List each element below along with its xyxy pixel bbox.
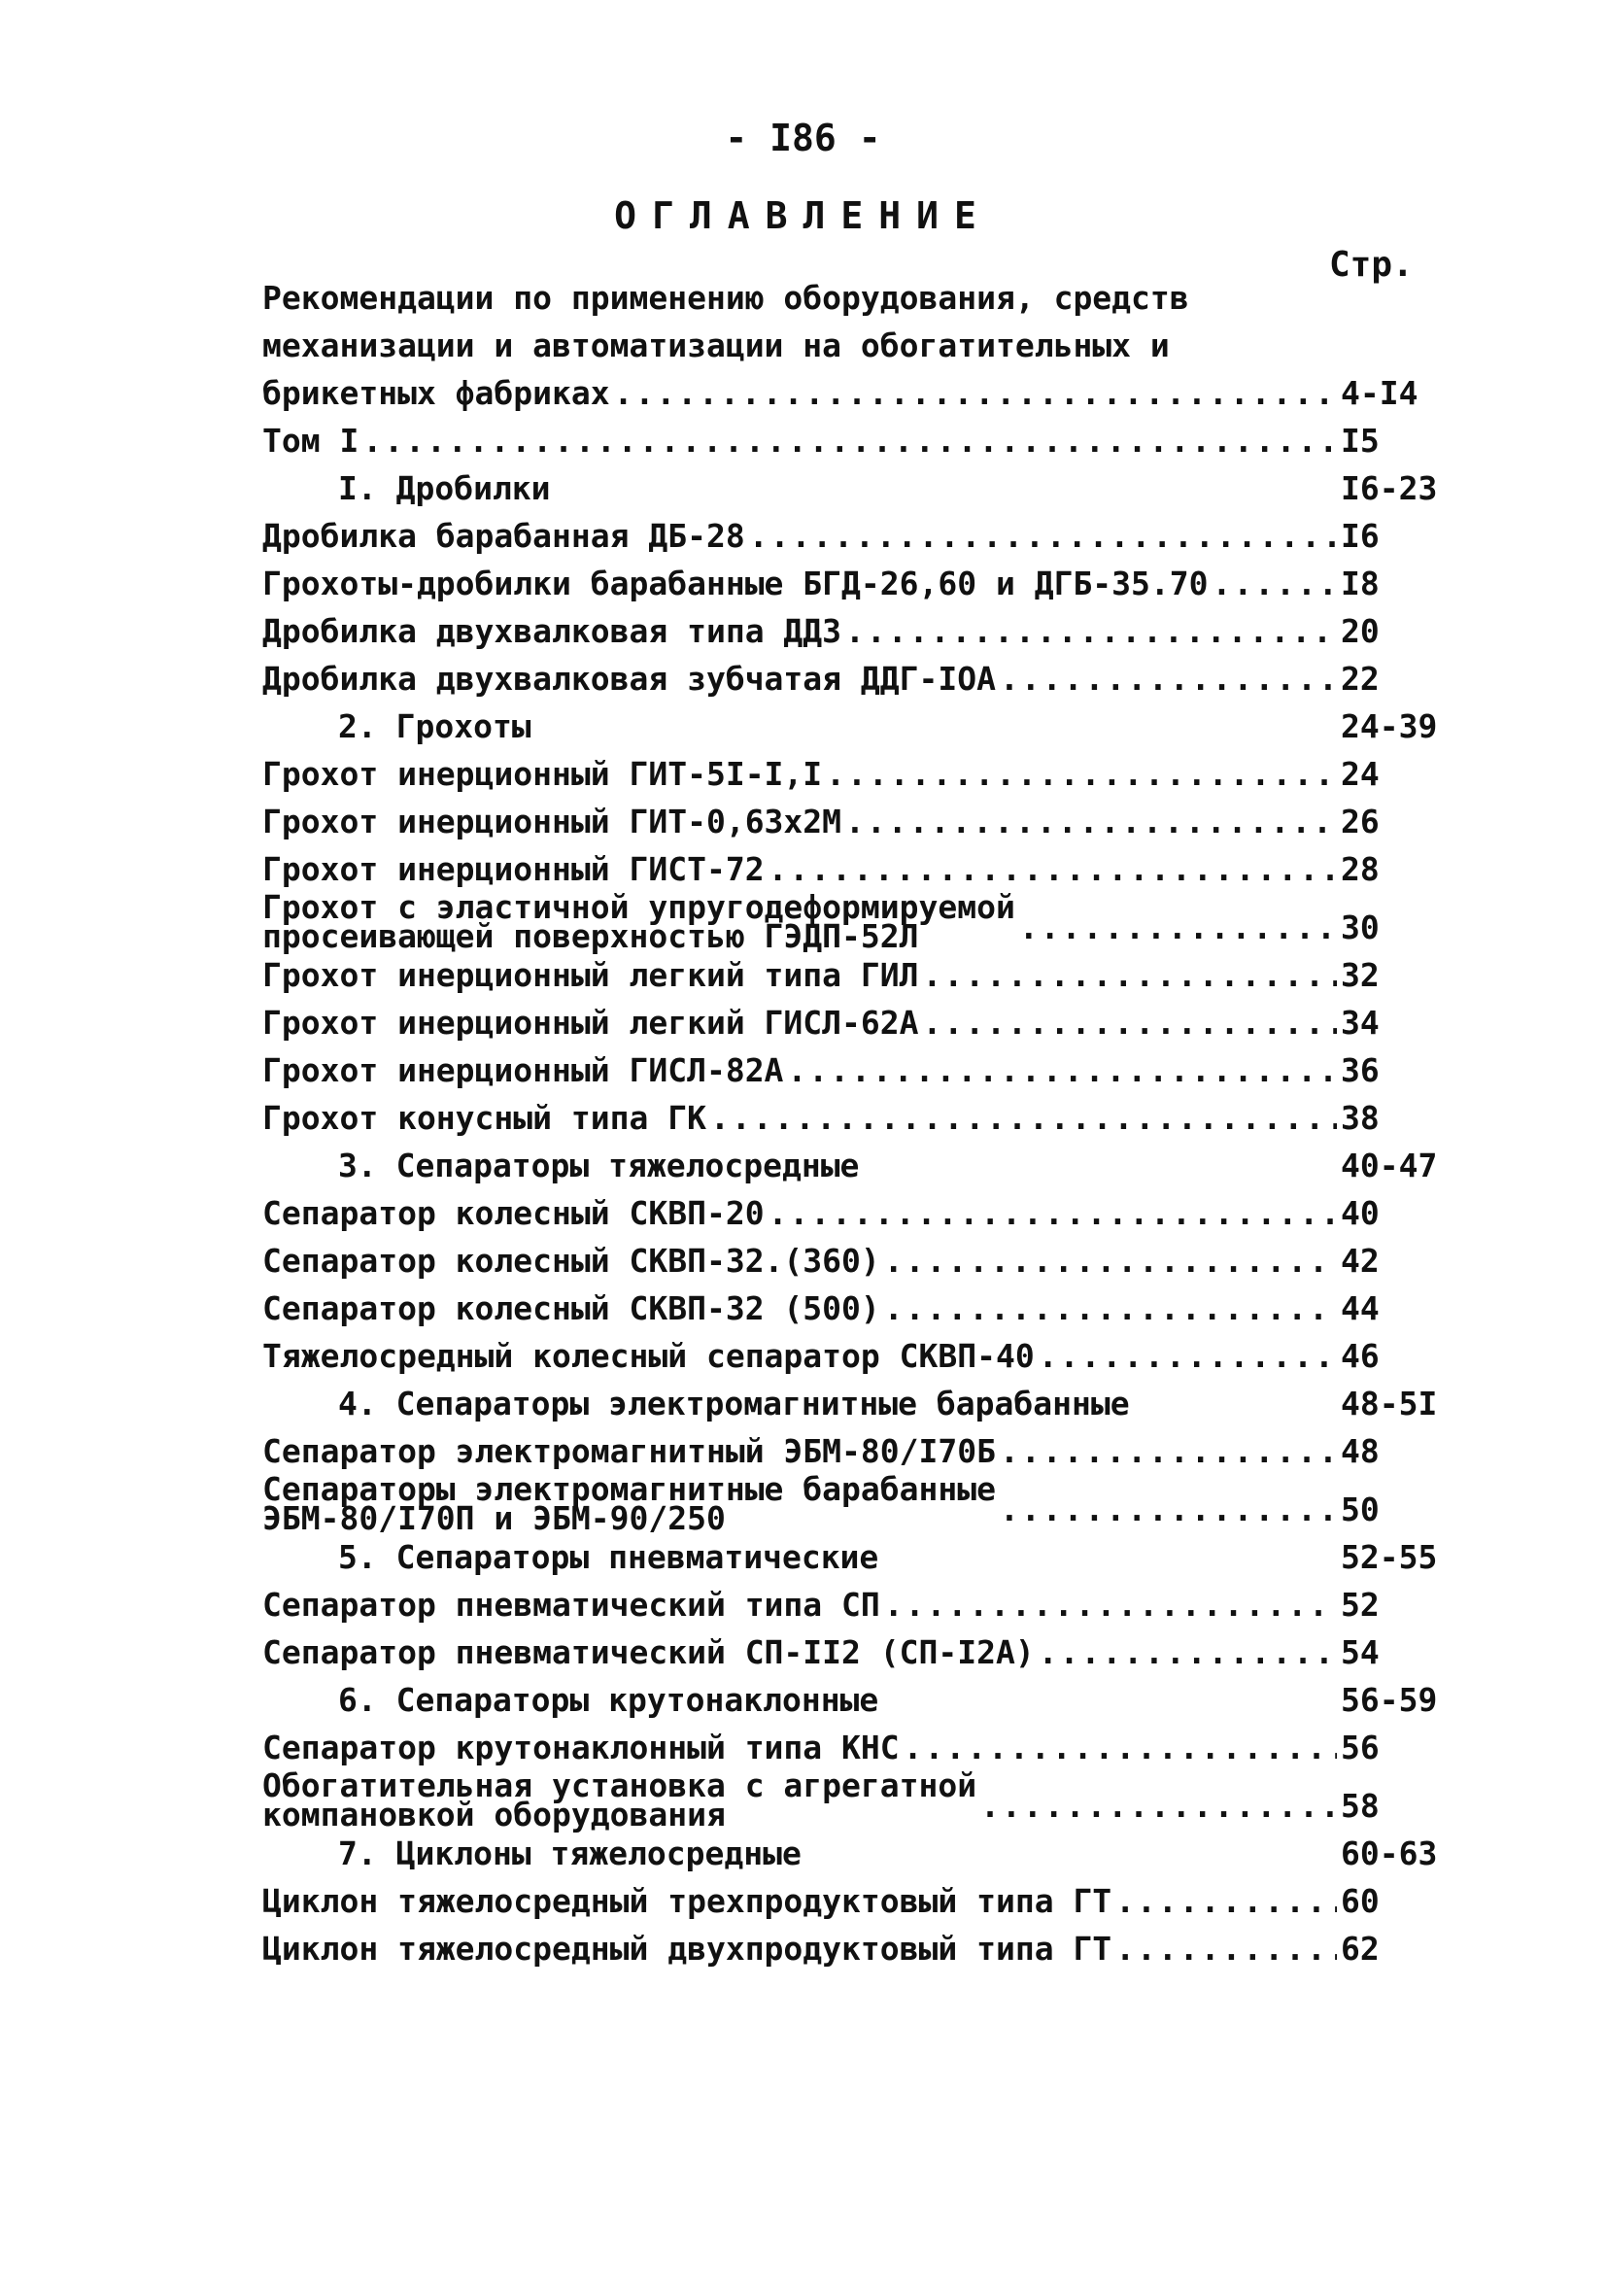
toc-entry-page: 34 bbox=[1341, 1004, 1380, 1042]
toc-entry-text: Грохот инерционный легкий ГИСЛ-62А bbox=[262, 1004, 919, 1042]
leader-dots bbox=[826, 750, 1337, 798]
table-of-contents bbox=[262, 274, 1448, 1972]
toc-entry-text: Сепаратор пневматический СП-II2 (СП-I2А) bbox=[262, 1633, 1035, 1671]
toc-entry bbox=[262, 951, 1448, 999]
toc-entry-page: 30 bbox=[1341, 908, 1380, 946]
toc-entry-text-line: Обогатительная установка с агрегатной bbox=[262, 1766, 977, 1804]
intro-line: механизации и автоматизации на обогатительных и bbox=[262, 326, 1170, 364]
toc-entry-page: 22 bbox=[1341, 660, 1380, 698]
toc-entry-page: 52 bbox=[1341, 1586, 1380, 1624]
toc-entry bbox=[262, 798, 1448, 845]
leader-dots bbox=[845, 607, 1337, 655]
leader-dots bbox=[1115, 1877, 1337, 1925]
toc-entry bbox=[262, 1925, 1448, 1972]
toc-entry-text: Дробилка барабанная ДБ-28 bbox=[262, 517, 745, 555]
toc-entry bbox=[262, 1427, 1448, 1475]
leader-dots bbox=[904, 1724, 1337, 1771]
toc-entry-page: 4-I4 bbox=[1341, 374, 1418, 412]
leader-dots bbox=[1000, 655, 1337, 703]
leader-dots bbox=[1115, 1925, 1337, 1972]
toc-entry bbox=[262, 512, 1448, 560]
section-heading bbox=[262, 1533, 1448, 1581]
section-heading-text: 2. Грохоты bbox=[338, 707, 531, 745]
toc-entry bbox=[262, 999, 1448, 1046]
section-heading bbox=[262, 1830, 1448, 1877]
toc-entry bbox=[262, 1628, 1448, 1676]
toc-entry-text: брикетных фабриках bbox=[262, 374, 610, 412]
toc-entry bbox=[262, 607, 1448, 655]
toc-entry bbox=[262, 1724, 1448, 1771]
section-heading-text: 6. Сепараторы крутонаклонные bbox=[338, 1681, 879, 1719]
toc-entry-page: 42 bbox=[1341, 1242, 1380, 1280]
leader-dots bbox=[884, 1285, 1337, 1332]
toc-entry-text: Грохот конусный типа ГК bbox=[262, 1099, 706, 1137]
toc-entry-page: 36 bbox=[1341, 1051, 1380, 1089]
section-page-range: 40-47 bbox=[1341, 1147, 1438, 1184]
section-heading-text: 5. Сепараторы пневматические bbox=[338, 1538, 879, 1576]
toc-entry-text-line: просеивающей поверхностью ГЭДП-52Л bbox=[262, 917, 919, 955]
toc-entry bbox=[262, 1046, 1448, 1094]
toc-entry-page: I8 bbox=[1341, 565, 1380, 602]
toc-entry-page: 48 bbox=[1341, 1432, 1380, 1470]
toc-entry-text: Сепаратор электромагнитный ЭБМ-80/I70Б bbox=[262, 1432, 996, 1470]
leader-dots bbox=[884, 1581, 1337, 1628]
leader-dots bbox=[769, 845, 1337, 893]
section-heading-text: 4. Сепараторы электромагнитные барабанные bbox=[338, 1385, 1130, 1422]
leader-dots bbox=[614, 369, 1337, 417]
section-page-range: 60-63 bbox=[1341, 1834, 1438, 1872]
toc-entry-text: Грохот инерционный ГИСТ-72 bbox=[262, 850, 765, 888]
toc-entry-text: Сепаратор колесный СКВП-32 (500) bbox=[262, 1289, 880, 1327]
toc-entry bbox=[262, 750, 1448, 798]
section-heading bbox=[262, 1380, 1448, 1427]
toc-entry-text-line: компановкой оборудования bbox=[262, 1796, 726, 1833]
leader-dots bbox=[362, 417, 1337, 464]
toc-entry-page: 40 bbox=[1341, 1194, 1380, 1232]
toc-entry-text-line: Сепараторы электромагнитные барабанные bbox=[262, 1470, 996, 1508]
toc-entry-text: Сепаратор колесный СКВП-20 bbox=[262, 1194, 765, 1232]
toc-entry bbox=[262, 560, 1448, 607]
section-heading-text: I. Дробилки bbox=[338, 469, 551, 507]
toc-entry-text: Грохоты-дробилки барабанные БГД-26,60 и ДГБ-35.70 bbox=[262, 565, 1209, 602]
section-page-range: 52-55 bbox=[1341, 1538, 1438, 1576]
section-heading-text: 3. Сепараторы тяжелосредные bbox=[338, 1147, 860, 1184]
leader-dots bbox=[1000, 1486, 1337, 1533]
leader-dots bbox=[884, 1237, 1337, 1285]
toc-entry bbox=[262, 1581, 1448, 1628]
toc-entry bbox=[262, 417, 1448, 464]
leader-dots bbox=[1213, 560, 1337, 607]
toc-entry-text: Грохот инерционный ГИТ-0,63х2М bbox=[262, 803, 842, 840]
leader-dots bbox=[1000, 1427, 1337, 1475]
toc-entry-page: 32 bbox=[1341, 956, 1380, 994]
toc-entry bbox=[262, 1237, 1448, 1285]
section-heading bbox=[262, 464, 1448, 512]
toc-entry-text bbox=[262, 1766, 977, 1833]
toc-entry-text: Сепаратор пневматический типа СП bbox=[262, 1586, 880, 1624]
toc-entry-text: Сепаратор колесный СКВП-32.(360) bbox=[262, 1242, 880, 1280]
toc-entry bbox=[262, 1189, 1448, 1237]
toc-entry bbox=[262, 1766, 1448, 1833]
section-page-range: 56-59 bbox=[1341, 1681, 1438, 1719]
toc-entry-page: 46 bbox=[1341, 1337, 1380, 1375]
toc-entry-text-line: ЭБМ-80/I70П и ЭБМ-90/250 bbox=[262, 1499, 726, 1537]
page-number: - I86 - bbox=[725, 117, 881, 159]
toc-entry-text: Сепаратор крутонаклонный типа КНС bbox=[262, 1729, 900, 1766]
toc-entry-text: Дробилка двухвалковая типа ДДЗ bbox=[262, 612, 842, 650]
toc-entry-text: Циклон тяжелосредный трехпродуктовый типа ГТ bbox=[262, 1882, 1112, 1920]
toc-entry-page: 26 bbox=[1341, 803, 1380, 840]
toc-entry-page: 62 bbox=[1341, 1930, 1380, 1968]
page-column-header: Стр. bbox=[1329, 245, 1414, 285]
intro-line: Рекомендации по применению оборудования, средств bbox=[262, 279, 1189, 317]
section-heading bbox=[262, 1676, 1448, 1724]
toc-entry bbox=[262, 369, 1448, 417]
section-heading-text: 7. Циклоны тяжелосредные bbox=[338, 1834, 802, 1872]
toc-entry-page: 50 bbox=[1341, 1491, 1380, 1528]
toc-entry bbox=[262, 1094, 1448, 1142]
leader-dots bbox=[769, 1189, 1337, 1237]
toc-entry-page: 28 bbox=[1341, 850, 1380, 888]
toc-entry-text-line: Грохот с эластичной упругодеформируемой bbox=[262, 888, 1015, 926]
toc-entry-page: I5 bbox=[1341, 422, 1380, 460]
toc-title: ОГЛАВЛЕНИЕ bbox=[614, 194, 992, 237]
section-page-range: I6-23 bbox=[1341, 469, 1438, 507]
leader-dots bbox=[1039, 1628, 1337, 1676]
toc-entry-text: Тяжелосредный колесный сепаратор СКВП-40 bbox=[262, 1337, 1035, 1375]
leader-dots bbox=[923, 999, 1337, 1046]
toc-entry-page: 56 bbox=[1341, 1729, 1380, 1766]
section-page-range: 48-5I bbox=[1341, 1385, 1438, 1422]
toc-entry bbox=[262, 845, 1448, 893]
toc-entry-text: Грохот инерционный легкий типа ГИЛ bbox=[262, 956, 919, 994]
toc-entry-page: 54 bbox=[1341, 1633, 1380, 1671]
leader-dots bbox=[749, 512, 1337, 560]
toc-entry-text: Циклон тяжелосредный двухпродуктовый типа ГТ bbox=[262, 1930, 1112, 1968]
toc-entry bbox=[262, 888, 1448, 955]
toc-entry-page: 58 bbox=[1341, 1787, 1380, 1825]
toc-entry-page: 20 bbox=[1341, 612, 1380, 650]
section-heading bbox=[262, 1142, 1448, 1189]
leader-dots bbox=[1039, 1332, 1337, 1380]
toc-entry-text: Грохот инерционный ГИСЛ-82А bbox=[262, 1051, 784, 1089]
section-heading bbox=[262, 703, 1448, 750]
leader-dots bbox=[1019, 904, 1337, 951]
toc-entry-page: I6 bbox=[1341, 517, 1380, 555]
toc-entry-text: Том I bbox=[262, 422, 359, 460]
toc-entry-text: Грохот инерционный ГИТ-5I-I,I bbox=[262, 755, 823, 793]
toc-entry-page: 60 bbox=[1341, 1882, 1380, 1920]
toc-entry-page: 24 bbox=[1341, 755, 1380, 793]
leader-dots bbox=[845, 798, 1337, 845]
toc-entry bbox=[262, 1332, 1448, 1380]
toc-entry-page: 38 bbox=[1341, 1099, 1380, 1137]
leader-dots bbox=[710, 1094, 1337, 1142]
leader-dots bbox=[980, 1782, 1337, 1830]
toc-sections bbox=[262, 464, 1448, 1972]
leader-dots bbox=[787, 1046, 1337, 1094]
section-page-range: 24-39 bbox=[1341, 707, 1438, 745]
toc-entry bbox=[262, 1285, 1448, 1332]
toc-entry bbox=[262, 655, 1448, 703]
toc-entry-text: Дробилка двухвалковая зубчатая ДДГ-IOA bbox=[262, 660, 996, 698]
toc-entry bbox=[262, 1877, 1448, 1925]
leader-dots bbox=[923, 951, 1337, 999]
toc-entry-page: 44 bbox=[1341, 1289, 1380, 1327]
toc-entry-text bbox=[262, 888, 1015, 955]
toc-entry bbox=[262, 1470, 1448, 1537]
toc-entry-text bbox=[262, 1470, 996, 1537]
